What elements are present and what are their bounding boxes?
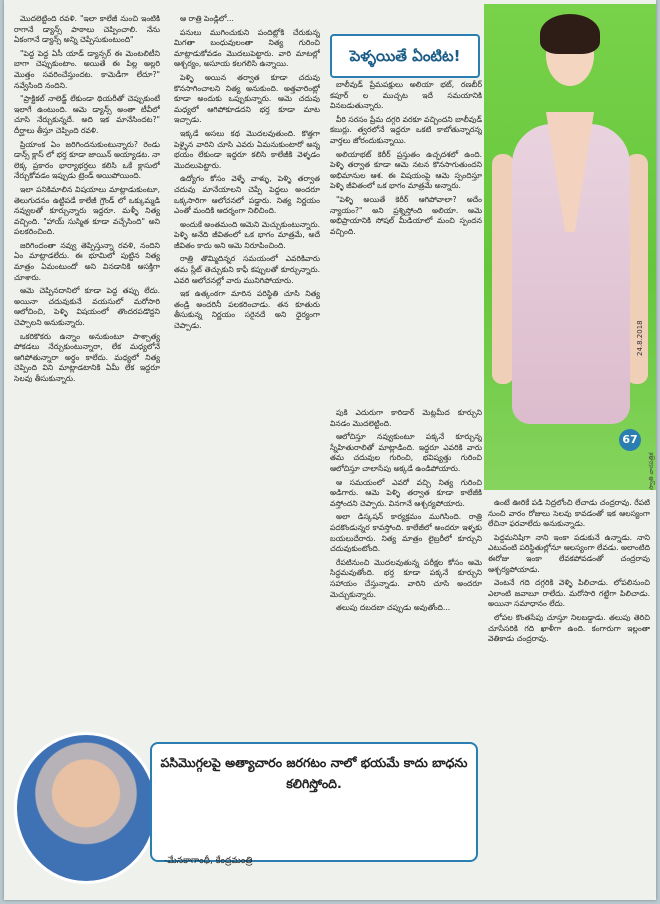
magazine-name: స్వాతి వారపత్రిక bbox=[648, 452, 655, 490]
paragraph: ఆలోచిస్తూ నవ్వుకుంటూ పక్కనే కూర్చున్న స్నేహితురాలితో మాట్లాడింది. ఇద్దరూ ఎవరికి వారు తమ చదువుల గురించి, భవిష్యత్తు గురించి ఆలోచిస్తూ చాలాసేపు అక్కడే ఉండిపోయారు. bbox=[330, 432, 482, 473]
paragraph: పెళ్ళి అయిన తర్వాత కూడా చదువు కొనసాగించాలని నిత్య అనుకుంది. అత్తవారింట్లో కూడా అందుకు ఒప్పుకున్నారు. ఆమె చదువు మధ్యలో ఆగిపోకూడదని భర్త కూడా మాట ఇచ్చాడు. bbox=[174, 72, 320, 125]
paragraph: ఇలా పనికిమాలిన విషయాలు మాట్లాడుకుంటూ, తెలుగుదనం ఉట్టిపడే కాలేజీ గ్రౌండ్ లో ఒక్కుమ్మడి నవ్వులతో కూర్చున్నారు ఇద్దరూ. మళ్ళీ నిత్య వచ్చింది. "హాయ్ సుస్మిత కూడా వచ్చేసింది" అని పలకరించింది. bbox=[14, 184, 160, 237]
paragraph: పుకి ఎదురుగా కారిడార్ మెట్లమీద కూర్చుని వినడం మొదలెట్టింది. bbox=[330, 408, 482, 428]
paragraph: ఆమె చెప్పినదానిలో కూడా పెద్ద తప్పు లేదు. అయినా చదువుకునే వయసులో మరోసారి ఆలోచించి, పెళ్ళి విషయంలో తొందరపడొద్దని చెప్పాలని అనుకున్నారు. bbox=[14, 286, 160, 328]
paragraph: ప్రియాంక ఏం జరిగిందనుకుంటున్నారు? రెండు డాన్స్ క్లాస్ లో భర్త కూడా జాయిన్ అయ్యాడట. నా లెక్క ప్రకారం భార్యాభర్తలు కలిసి ఒకే క్లాసులో నేర్చుకోవడం ఇప్పుడు ట్రెండ్ అయిపోయింది. bbox=[14, 139, 160, 181]
quote-text: పసిమొగ్గలపై అత్యాచారం జరగటం నాలో భయమే కాదు బాధను కలిగిస్తోంది. bbox=[150, 742, 478, 862]
paragraph: ఆ రాత్రి పెండ్లిలో... bbox=[180, 14, 234, 23]
paragraph: ఆ సమయంలో ఎవరో వచ్చి నిత్య గురించి అడిగారు. ఆమె పెళ్ళి తర్వాత కూడా కాలేజీకి వస్తోందని చెప్పారు. వినగానే ఆశ్చర్యపోయారు. bbox=[330, 477, 482, 508]
story-column-2 bbox=[174, 14, 320, 714]
paragraph: అలియాభట్ కెరీర్ ప్రస్తుతం ఉచ్ఛదశలో ఉంది. పెళ్ళి తర్వాత కూడా ఆమె నటన కొనసాగుతుందని అభిమానుల ఆశ. ఈ విషయంపై ఆమె స్పందిస్తూ పెళ్ళి జీవితంలో ఒక భాగం మాత్రమే అన్నారు. bbox=[330, 149, 482, 191]
paragraph: రాత్రి తొమ్మిదిన్నర సమయంలో ఎవరికివారు తమ స్లీట్ తెచ్చుకుని కాఫీ కప్పులతో కూర్చున్నారు. ఎవరి ఆలోచనల్లో వారు మునిగిపోయారు. bbox=[174, 254, 320, 285]
issue-date: 24.8.2018 bbox=[636, 320, 644, 356]
paragraph: వెంటనే గది దగ్గరికి వెళ్ళి పిలిచాడు. లోపలినుంచి ఎలాంటి జవాబూ రాలేదు. మరోసారి గట్టిగా పిలిచాడు. అయినా సమాధానం లేదు. bbox=[488, 578, 650, 609]
paragraph: జరిగిందంతా నవ్వు తెప్పిస్తున్నా రవళి, నందిని ఏం మాట్లాడలేదు. ఈ భూమిలో పుట్టిన నిత్య మాత్రం ఏమంటుందో అని వినడానికి ఆసక్తిగా చూశారు. bbox=[14, 240, 160, 282]
paragraph: బాలీవుడ్ ప్రేమపక్షులు అలియా భట్, రణబీర్ కపూర్ ల ముచ్చట ఇదే సమయానికి వినబడుతున్నారు. bbox=[330, 80, 482, 111]
paragraph: ఉంటే ఊరికే పడి నిద్రలోంచి లేచాడు చంద్రరావు. రేపటి నుంచి వారం రోజులు సెలవు కావడంతో ఇక ఆలస్యంగా లేచినా ఫరవాలేదు అనుకున్నాడు. bbox=[488, 498, 650, 529]
paragraph: ఇక్కడే అసలు కథ మొదలవుతుంది. కొత్తగా పెళ్ళైన వారిని చూసి ఎవరు ఏమనుకుంటారో అన్న భయం లేకుండా ఇద్దరూ కలిసి కాలేజీకి వెళ్ళడం మొదలుపెట్టారు. bbox=[174, 128, 320, 170]
paragraph: పెద్దమనిషిగా నాని ఇంకా పడుకునే ఉన్నాడు. నాని ఎటువంటి పరిస్థితుల్లోనూ ఆలస్యంగా లేవడు. అలాంటిది ఈరోజు ఇంకా లేవకపోవడంతో చంద్రరావు ఆశ్చర్యపోయాడు. bbox=[488, 532, 650, 574]
feature-column bbox=[330, 80, 482, 400]
quote-attribution: -మేనకాగాంధీ, కేంద్రమంత్రి bbox=[164, 856, 253, 866]
magazine-page bbox=[4, 0, 656, 900]
minister-portrait bbox=[14, 732, 158, 884]
paragraph: "పెళ్ళి అయితే కెరీర్ ఆగిపోవాలా? అదేం న్యాయం?" అని ప్రశ్నిస్తోంది అలియా. ఆమె అభిప్రాయానికి సోషల్ మీడియాలో మంచి స్పందన వచ్చింది. bbox=[330, 194, 482, 236]
paragraph: వీరి సరసం ప్రేమ దగ్గరి వరకూ వచ్చిందని బాలీవుడ్ కబుర్లు. త్వరలోనే ఇద్దరూ ఒకటి కాబోతున్నారన్న వార్తలు జోరందుకున్నాయి. bbox=[330, 114, 482, 145]
paragraph: ఒకరికొకరు ఉన్నాం అనుకుంటూ పాశ్చాత్య పోకడలు నేర్చుకుంటున్నారా, లేక మధ్యలోనే ఆగిపోతున్నారా అర్థం కాలేదు. మధ్యలో నిత్య చెప్పింది విని మాట్లాడటానికి ఏమీ లేక ఇద్దరూ సెలవు తీసుకున్నారు. bbox=[14, 331, 160, 383]
page-number: 67 bbox=[619, 429, 641, 451]
paragraph: రేపటినుంచి మొదలవుతున్న పరీక్షల కోసం ఆమె సిద్ధమవుతోంది. భర్త కూడా పక్కనే కూర్చుని సహాయం చేస్తున్నాడు. వారిని చూసి అందరూ మెచ్చుకున్నారు. bbox=[330, 557, 482, 599]
paragraph: "పెద్ద పెద్ద ఏసీ యాడ్ డ్యాన్సర్ ఈ మెంటలిటీని బాగా చెప్పుకుంటాం. అయితే ఈ పిల్ల అల్లరి మొత్తం సవరించేస్తుందట. కామెడీగా లేదూ?" నవ్వేసింది నందిని. bbox=[14, 48, 160, 90]
paragraph: పనులు ముగించుకుని పందిట్లోకి చేరుకున్న మిగతా బంధువులంతా నిత్య గురించి మాట్లాడుకోవడం మొదలుపెట్టారు. వారి మాటల్లో ఆశ్చర్యం, అసూయ కలగలిసి ఉన్నాయి. bbox=[174, 27, 320, 69]
paragraph: అందుకే అంతమంది ఆమెని మెచ్చుకుంటున్నారు. పెళ్ళి అనేది జీవితంలో ఒక భాగం మాత్రమే, అదే జీవితం కాదు అని ఆమె నిరూపించింది. bbox=[174, 219, 320, 250]
story-column-1 bbox=[14, 14, 160, 724]
quote-box bbox=[14, 732, 478, 882]
photo-shape bbox=[492, 154, 514, 384]
paragraph: అలా డిస్కషన్ కార్యక్రమం ముగిసింది. రాత్రి పదకొండున్నర కావస్తోంది. కాలేజీలో అందరూ ఇళ్ళకు బయలుదేరారు. నిత్య మాత్రం లైబ్రరీలో కూర్చుని చదువుకుంటోంది. bbox=[330, 512, 482, 554]
story-column-4 bbox=[488, 498, 650, 890]
photo-shape bbox=[540, 14, 600, 54]
paragraph: తలుపు దబదబా చప్పుడు అవుతోంది... bbox=[336, 603, 451, 613]
paragraph: ఉద్యోగం కోసం వెళ్ళే వాళ్ళు, పెళ్ళి తర్వాత చదువు మానేయాలని చెప్పే పెద్దలు అందరూ ఒక్కసారిగా ఆలోచనలో పడ్డారు. నిత్య నిర్ణయం ఎంతో మందికి ఆదర్శంగా నిలిచింది. bbox=[174, 174, 320, 216]
paragraph: లోపల కొంతసేపు చూస్తూ నిలబడ్డాడు. తలుపు తెరిచి చూసేసరికి గది ఖాళీగా ఉంది. కంగారుగా ఇల్లంతా వెతికాడు చంద్రరావు. bbox=[488, 612, 650, 644]
paragraph: "ప్రాక్టికల్ నాలెడ్జ్ లేకుండా థియరీతో చెప్పుకుంటే ఇలాగే ఉంటుంది. ఆమె డ్యాన్స్ అంతా టీవీలో చూసి నేర్చుకున్నదే. అది ఇక మానేసిందట?" దీర్ఘాలు తీస్తూ చెప్పింది రవళి. bbox=[14, 94, 160, 135]
actress-photo bbox=[484, 4, 656, 490]
feature-headline: పెళ్ళయితే ఏంటిట! bbox=[330, 34, 480, 78]
paragraph: మొదలెట్టింది రవళి. "ఇలా కాలేజీ నుంచి ఇంటికి రాగానే డ్యాన్స్ పాఠాలు చెప్పించాలి. నేను ఏకంగానే డ్యాన్స్ అన్ని చెప్పేసుకుంటుంది" bbox=[14, 14, 160, 45]
paragraph: ఇక ఉత్కంఠగా మారిన పరిస్థితి చూసి నిత్య తండ్రి అందరినీ పలకరించాడు. తన కూతురు తీసుకున్న నిర్ణయం సరైనదే అని ధైర్యంగా చెప్పాడు. bbox=[174, 289, 320, 331]
